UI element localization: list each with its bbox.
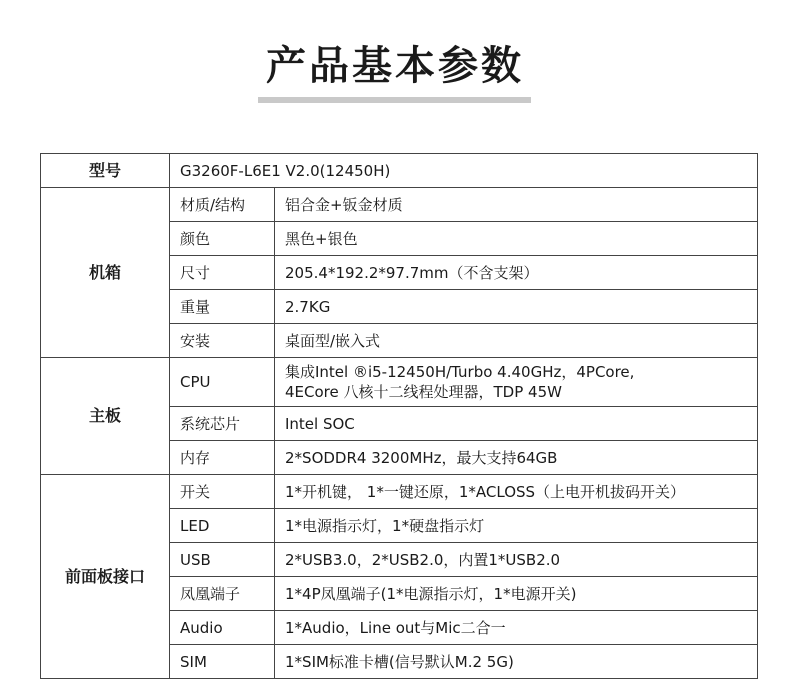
table-row: [41, 358, 758, 407]
row-label: USB: [170, 543, 275, 577]
model-label: 型号: [41, 154, 170, 188]
table-row: [41, 475, 758, 509]
table-row: [41, 154, 758, 188]
spec-table: [40, 153, 758, 679]
row-label: 材质/结构: [170, 188, 275, 222]
row-value: 黑色+银色: [275, 222, 758, 256]
table-row: [41, 188, 758, 222]
model-value: G3260F-L6E1 V2.0(12450H): [170, 154, 758, 188]
row-label: 安装: [170, 324, 275, 358]
row-label: 重量: [170, 290, 275, 324]
row-value: 1*开机键， 1*一键还原，1*ACLOSS（上电开机拔码开关）: [275, 475, 758, 509]
row-value: 铝合金+钣金材质: [275, 188, 758, 222]
row-label: 内存: [170, 441, 275, 475]
row-value: 桌面型/嵌入式: [275, 324, 758, 358]
row-label: SIM: [170, 645, 275, 679]
cpu-value-line-1: 集成Intel ®i5-12450H/Turbo 4.40GHz，4PCore,: [285, 363, 635, 381]
row-value: 2*SODDR4 3200MHz，最大支持64GB: [275, 441, 758, 475]
row-label: Audio: [170, 611, 275, 645]
row-label: 颜色: [170, 222, 275, 256]
row-value: 1*Audio，Line out与Mic二合一: [275, 611, 758, 645]
row-label: 尺寸: [170, 256, 275, 290]
row-label: CPU: [170, 358, 275, 407]
row-label: 开关: [170, 475, 275, 509]
row-value: 2.7KG: [275, 290, 758, 324]
row-value: [275, 358, 758, 407]
row-label: 凤凰端子: [170, 577, 275, 611]
row-value: 1*4P凤凰端子(1*电源指示灯，1*电源开关): [275, 577, 758, 611]
row-value: Intel SOC: [275, 407, 758, 441]
row-value: 1*电源指示灯，1*硬盘指示灯: [275, 509, 758, 543]
row-value: 205.4*192.2*97.7mm（不含支架）: [275, 256, 758, 290]
row-label: LED: [170, 509, 275, 543]
title-underline: [258, 97, 531, 103]
cpu-value-line-2: 4ECore 八核十二线程处理器，TDP 45W: [285, 383, 562, 401]
row-value: 2*USB3.0，2*USB2.0，内置1*USB2.0: [275, 543, 758, 577]
group-label-mainboard: 主板: [41, 358, 170, 475]
group-label-front-panel: 前面板接口: [41, 475, 170, 679]
row-value: 1*SIM标准卡槽(信号默认M.2 5G): [275, 645, 758, 679]
page-title: 产品基本参数: [266, 43, 524, 89]
row-label: 系统芯片: [170, 407, 275, 441]
group-label-chassis: 机箱: [41, 188, 170, 358]
